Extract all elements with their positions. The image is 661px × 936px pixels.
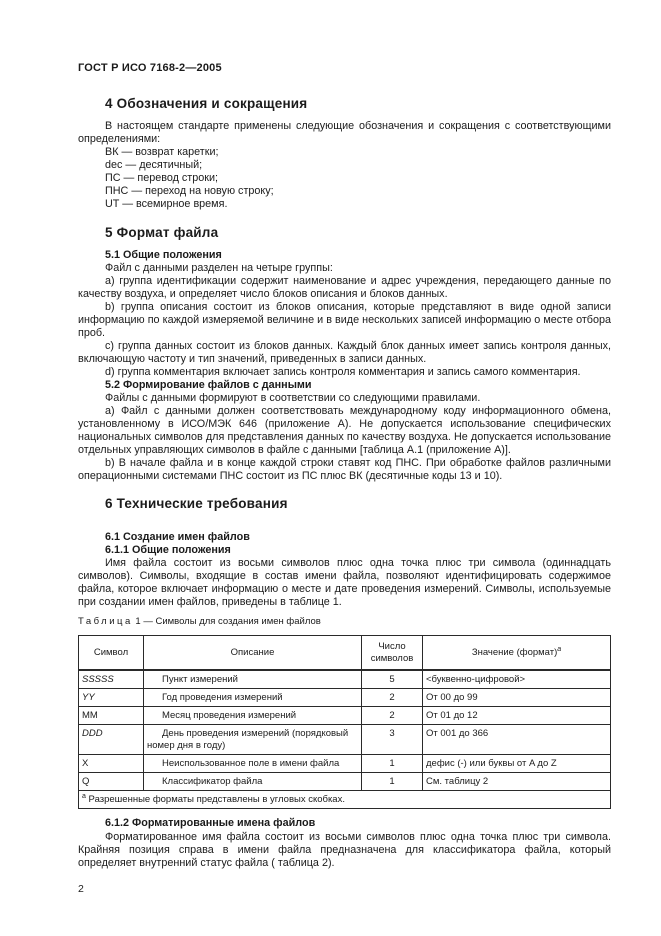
abbreviation-list xyxy=(78,146,611,211)
cell-value: См. таблицу 2 xyxy=(423,773,611,791)
paragraph: a) группа идентификации содержит наименование и адрес учреждения, передающего данные по качеству воздуха, и определяет число блоков описания и блоков данных. xyxy=(78,275,611,300)
cell-symbol: SSSSS xyxy=(79,670,144,689)
abbreviation-item: ПС — перевод строки; xyxy=(105,172,219,184)
section-4-heading: 4 Обозначения и сокращения xyxy=(105,96,308,111)
footnote-ref: а xyxy=(557,645,562,653)
cell-value: От 01 до 12 xyxy=(423,707,611,725)
paragraph: b) В начале файла и в конце каждой строки ставят код ПНС. При обработке файлов различными операционными системами ПНС состоит из ПС плюс ВК (десятичные коды 13 и 10). xyxy=(78,457,611,482)
cell-symbol: X xyxy=(79,755,144,773)
cell-symbol: MM xyxy=(79,707,144,725)
abbreviation-item: dec — десятичный; xyxy=(105,159,203,171)
table-row xyxy=(79,707,611,725)
table-caption xyxy=(78,616,611,628)
table-caption-word: Таблица xyxy=(78,616,133,627)
section-5-2-intro: Файлы с данными формируют в соответствии со следующими правилами. xyxy=(105,392,481,404)
section-6-1-1-heading: 6.1.1 Общие положения xyxy=(105,544,231,556)
paragraph: a) Файл с данными должен соответствовать международному коду информационного обмена, установленному в ИСО/МЭК 646 (приложение А). Не допускается использование специфических национальных символов для представления данных по качеству воздуха. Не допускается использование отдельных управляющих символов в файле с данными [таблица А.1 (приложение А)]. xyxy=(78,405,611,456)
page-number: 2 xyxy=(78,883,84,895)
cell-count: 1 xyxy=(362,773,423,791)
table-row xyxy=(79,670,611,689)
cell-symbol: Q xyxy=(79,773,144,791)
table-caption-number: 1 xyxy=(135,616,141,627)
cell-count: 2 xyxy=(362,707,423,725)
cell-description: Год проведения измерений xyxy=(144,689,362,707)
cell-count: 5 xyxy=(362,670,423,689)
table-row xyxy=(79,773,611,791)
column-header-description: Описание xyxy=(144,636,362,671)
cell-count: 1 xyxy=(362,755,423,773)
column-header-count: Число символов xyxy=(362,636,423,671)
table-footnote xyxy=(79,791,611,809)
cell-symbol: YY xyxy=(79,689,144,707)
section-4-intro: В настоящем стандарте применены следующие обозначения и сокращения с соответствующими определениями: xyxy=(78,120,611,145)
section-6-1-2-heading: 6.1.2 Форматированные имена файлов xyxy=(105,817,316,829)
table-caption-text: — Символы для создания имен файлов xyxy=(143,616,321,627)
footnote-text: Разрешенные форматы представлены в угловых скобках. xyxy=(88,794,345,805)
table-row xyxy=(79,725,611,755)
paragraph: d) группа комментария включает запись контроля комментария и запись самого комментария. xyxy=(105,366,581,378)
cell-description: Классификатор файла xyxy=(144,773,362,791)
column-header-value xyxy=(423,636,611,671)
section-5-1-intro: Файл с данными разделен на четыре группы: xyxy=(105,262,333,274)
cell-description: Пункт измерений xyxy=(144,670,362,689)
section-5-1-heading: 5.1 Общие положения xyxy=(105,249,222,261)
page-content xyxy=(78,62,611,895)
table-footnote-row xyxy=(79,791,611,809)
cell-description: День проведения измерений (порядковый номер дня в году) xyxy=(144,725,362,755)
cell-value: <буквенно-цифровой> xyxy=(423,670,611,689)
cell-count: 3 xyxy=(362,725,423,755)
paragraph: c) группа данных состоит из блоков данных. Каждый блок данных имеет запись контроля данных, включающую частоту и тип значений, приведенных в записи данных. xyxy=(78,340,611,365)
doc-code: ГОСТ Р ИСО 7168-2—2005 xyxy=(78,62,222,74)
cell-count: 2 xyxy=(362,689,423,707)
table-row xyxy=(79,755,611,773)
section-5-heading: 5 Формат файла xyxy=(105,225,219,240)
cell-value: От 001 до 366 xyxy=(423,725,611,755)
section-6-1-heading: 6.1 Создание имен файлов xyxy=(105,531,250,543)
abbreviation-item: ПНС — переход на новую строку; xyxy=(105,185,274,197)
paragraph: Форматированное имя файла состоит из восьми символов плюс одна точка плюс три символа. Крайняя позиция справа в имени файла предназначена для классификатора файла, который определяет внутренний статус файла ( таблица 2). xyxy=(78,831,611,869)
paragraph: b) группа описания состоит из блоков описания, которые представляют в виде одной записи информацию по каждой измеряемой величине и в виде нескольких записей информацию о месте отбора проб. xyxy=(78,301,611,339)
paragraph: Имя файла состоит из восьми символов плюс одна точка плюс три символа (одиннадцать символов). Символы, входящие в состав имени файла, позволяют идентифицировать содержимое файла, которое включает информацию о месте и дате проведения измерений. Символы, используемые при создании имен файлов, приведены в таблице 1. xyxy=(78,557,611,608)
section-5-2-heading: 5.2 Формирование файлов с данными xyxy=(105,379,312,391)
table-header-row xyxy=(79,636,611,671)
abbreviation-item: UT — всемирное время. xyxy=(105,198,228,210)
cell-value: От 00 до 99 xyxy=(423,689,611,707)
cell-symbol: DDD xyxy=(79,725,144,755)
table-row xyxy=(79,689,611,707)
abbreviation-item: ВК — возврат каретки; xyxy=(105,146,219,158)
cell-value: дефис (-) или буквы от A до Z xyxy=(423,755,611,773)
section-6-heading: 6 Технические требования xyxy=(105,496,288,511)
cell-description: Месяц проведения измерений xyxy=(144,707,362,725)
column-header-symbol: Символ xyxy=(79,636,144,671)
column-header-value-text: Значение (формат) xyxy=(471,646,558,658)
cell-description: Неиспользованное поле в имени файла xyxy=(144,755,362,773)
symbols-table xyxy=(78,635,611,809)
footnote-marker: а xyxy=(82,792,86,800)
